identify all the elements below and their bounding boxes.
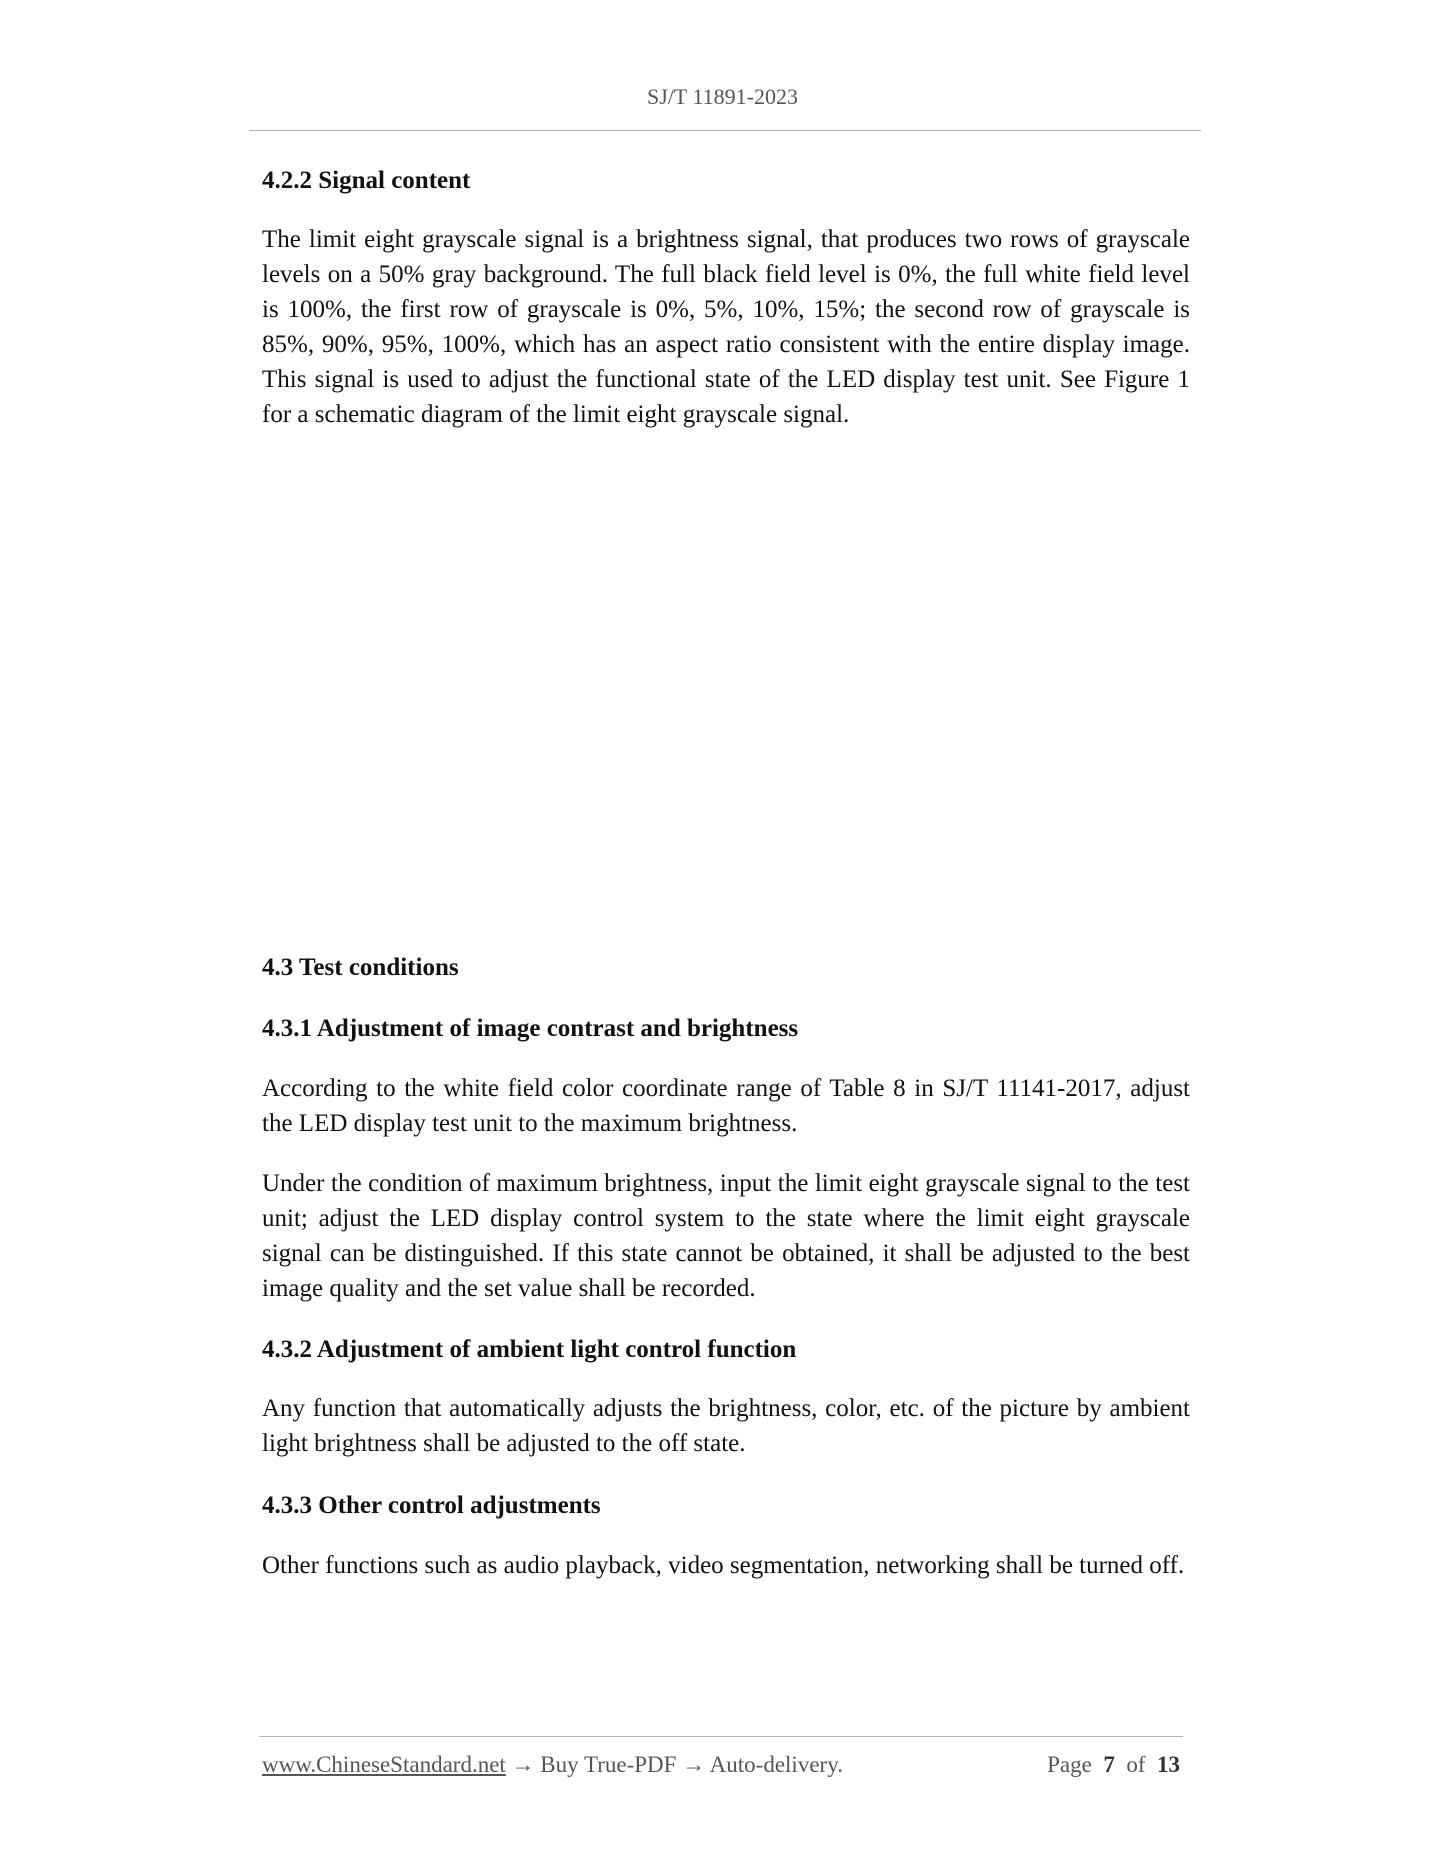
section-4-2-2 — [262, 164, 1190, 198]
body-paragraph: The limit eight grayscale signal is a brightness signal, that produces two rows of grayscale levels on a 50% gray background. The full black field level is 0%, the full white field level is 100%, the first row of grayscale is 0%, 5%, 10%, 15%; the second row of grayscale is 85%, 90%, 95%, 100%, which has an aspect ratio consistent with the entire display image. This signal is used to adjust the functional state of the LED display test unit. See Figure 1 for a schematic diagram of the limit eight grayscale signal. — [262, 226, 1190, 428]
section-4-3-1-body-2 — [262, 1166, 1190, 1306]
section-4-3-3-body — [262, 1548, 1190, 1583]
chinesestandard-link[interactable]: www.ChineseStandard.net — [262, 1752, 506, 1777]
page-label: Page — [1047, 1752, 1092, 1777]
auto-delivery-text: Auto-delivery. — [709, 1752, 843, 1777]
arrow-right-icon: → — [682, 1752, 706, 1777]
section-heading: 4.3.2 Adjustment of ambient light control function — [262, 1336, 797, 1363]
section-heading: 4.3 Test conditions — [262, 954, 459, 981]
section-4-3-1 — [262, 1012, 1190, 1046]
footer-promo — [262, 1752, 843, 1778]
document-id-header: SJ/T 11891-2023 — [647, 84, 798, 109]
buy-true-pdf-text: Buy True-PDF — [540, 1752, 677, 1777]
section-heading: 4.2.2 Signal content — [262, 167, 471, 194]
footer-divider — [259, 1736, 1183, 1737]
body-paragraph: Any function that automatically adjusts the brightness, color, etc. of the picture by ambient light brightness shall be adjusted to the off state. — [262, 1395, 1190, 1457]
section-4-2-2-body — [262, 222, 1190, 432]
arrow-right-icon: → — [511, 1752, 535, 1777]
section-4-3-2 — [262, 1333, 1190, 1367]
section-4-3 — [262, 951, 1190, 985]
body-paragraph: According to the white field color coordinate range of Table 8 in SJ/T 11141-2017, adjust the LED display test unit to the maximum brightness. — [262, 1075, 1190, 1137]
section-4-3-2-body — [262, 1391, 1190, 1461]
section-4-3-3 — [262, 1489, 1190, 1523]
page-total: 13 — [1157, 1752, 1180, 1777]
page-current: 7 — [1103, 1752, 1115, 1777]
page-number — [1047, 1752, 1180, 1778]
section-heading: 4.3.3 Other control adjustments — [262, 1492, 601, 1519]
section-4-3-1-body-1 — [262, 1071, 1190, 1141]
body-paragraph: Under the condition of maximum brightness, input the limit eight grayscale signal to the test unit; adjust the LED display control system to the state where the limit eight grayscale signal can be distinguished. If this state cannot be obtained, it shall be adjusted to the best image quality and the set value shall be recorded. — [262, 1170, 1190, 1302]
section-heading: 4.3.1 Adjustment of image contrast and brightness — [262, 1015, 799, 1042]
body-paragraph: Other functions such as audio playback, video segmentation, networking shall be turned off. — [262, 1552, 1185, 1579]
page-of-label: of — [1126, 1752, 1146, 1777]
header-divider — [249, 130, 1201, 131]
